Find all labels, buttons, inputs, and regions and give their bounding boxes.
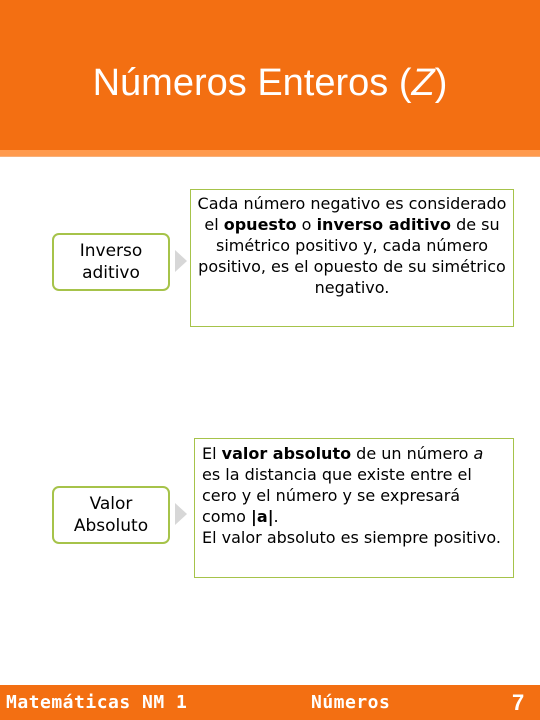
term-label <box>74 493 148 537</box>
definition-text: de su simétrico positivo y, cada número positivo, es el opuesto de su simétrico negativo. <box>198 215 506 297</box>
term-box-inverso-aditivo <box>52 233 170 291</box>
definition-box-inverso-aditivo <box>190 189 514 327</box>
term-label-line2: aditivo <box>82 263 140 283</box>
definition-bold-term: valor absoluto <box>221 444 352 463</box>
connector-arrow <box>175 503 187 525</box>
definition-text: es la distancia que existe entre el cero y el número y se expresará como <box>202 465 472 526</box>
definition-text: o <box>296 215 317 234</box>
definition-variable: a <box>473 444 484 463</box>
definition-text: Cada número negativo es considerado el <box>197 194 507 234</box>
term-label <box>80 240 143 284</box>
page-number: 7 <box>512 690 525 715</box>
definition-text: de un número <box>351 444 474 463</box>
title-symbol: Z <box>411 62 435 104</box>
footer-course: Matemáticas NM 1 <box>6 692 188 713</box>
slide-title <box>0 58 540 108</box>
title-close: ) <box>434 62 448 104</box>
connector-arrow <box>175 250 187 272</box>
definition-bold-term: opuesto <box>223 215 297 234</box>
definition-text: . <box>273 507 279 526</box>
term-label-line1: Inverso <box>79 241 143 261</box>
title-banner <box>0 0 540 150</box>
term-label-line1: Valor <box>89 494 133 514</box>
definition-bold-term: inverso aditivo <box>316 215 451 234</box>
title-text: Números Enteros ( <box>92 62 412 104</box>
term-label-line2: Absoluto <box>73 516 149 536</box>
footer-topic: Números <box>311 692 391 713</box>
definition-text: El <box>202 444 222 463</box>
definition-paragraph: El valor absoluto es siempre positivo. <box>202 528 501 547</box>
definition-paragraph <box>202 443 506 527</box>
definition-notation: |a| <box>251 507 274 526</box>
footer-bar <box>0 685 540 720</box>
title-banner-line <box>0 156 540 157</box>
term-box-valor-absoluto <box>52 486 170 544</box>
definition-box-valor-absoluto <box>194 438 514 578</box>
